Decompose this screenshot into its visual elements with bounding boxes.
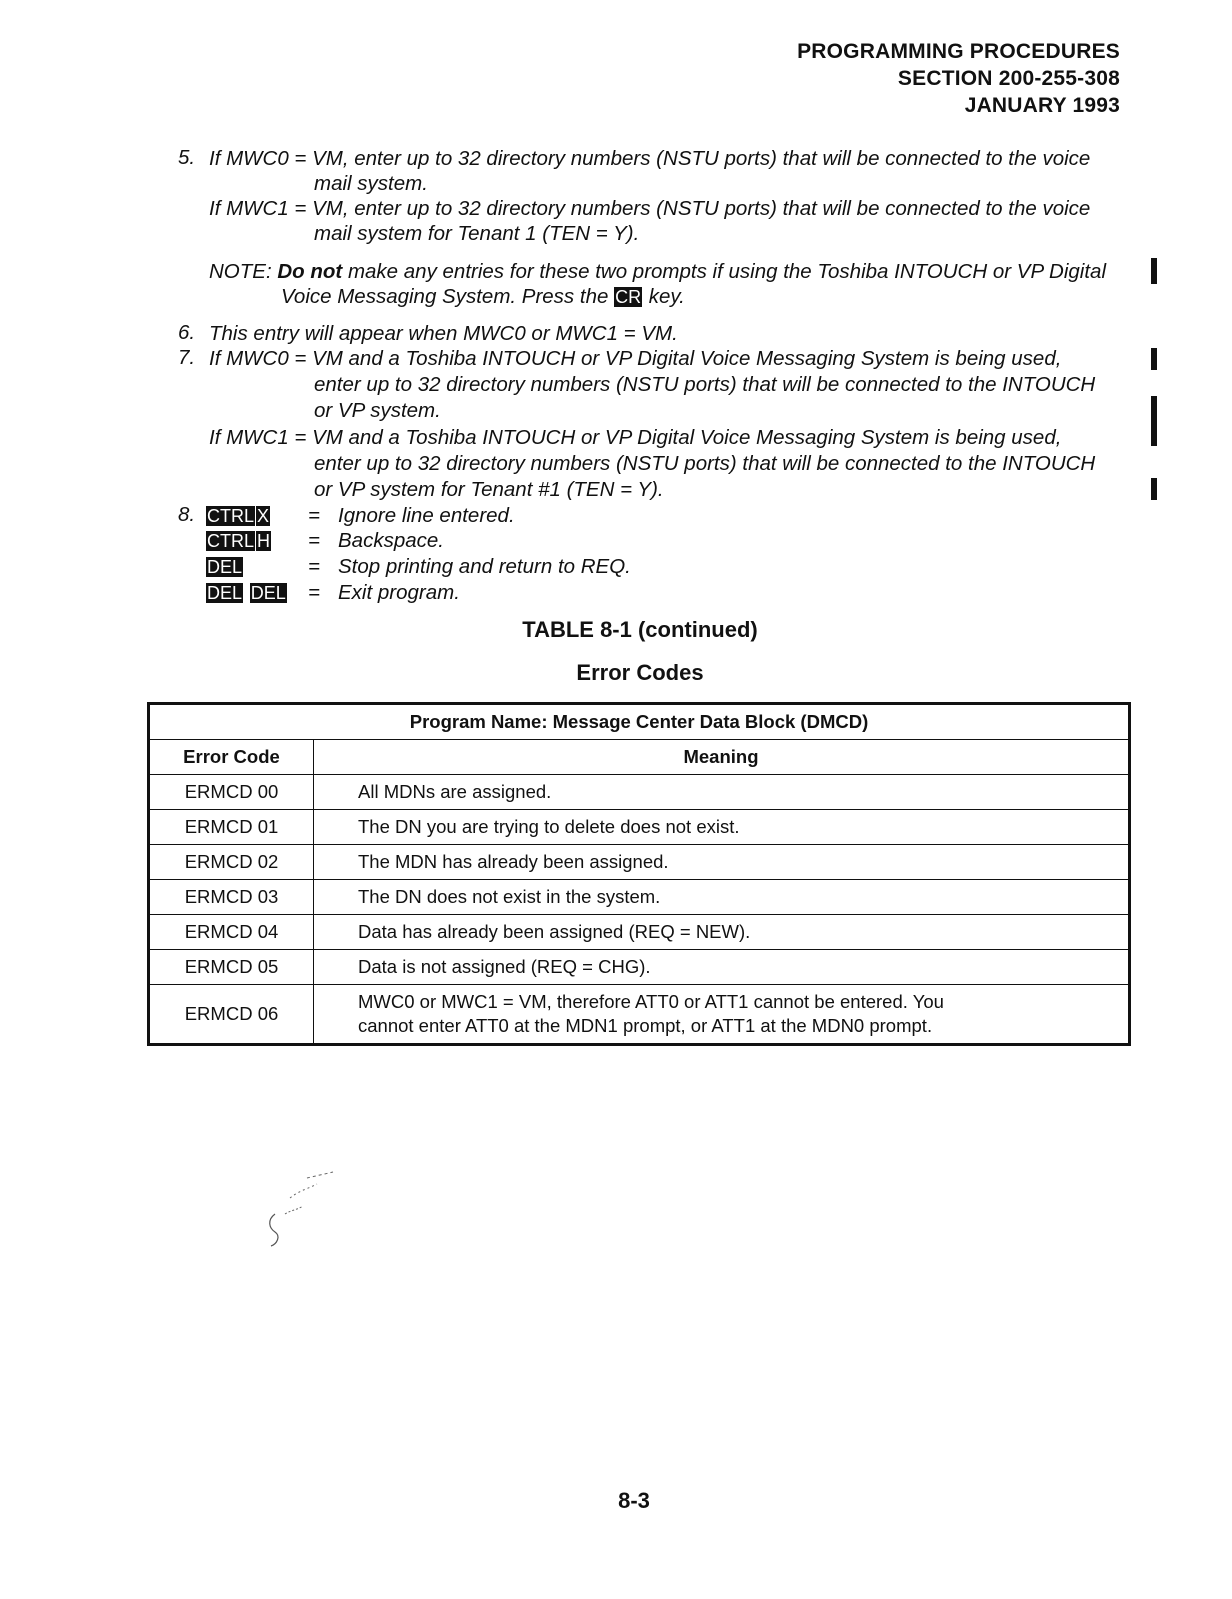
key-combo-row — [206, 503, 271, 528]
note-text: or VP system. — [314, 399, 441, 422]
note-text: mail system for Tenant 1 (TEN = Y). — [314, 222, 640, 245]
cr-key: CR — [615, 287, 642, 307]
error-meaning: Data has already been assigned (REQ = NEW). — [314, 915, 1130, 950]
equals-sign: = — [308, 504, 320, 527]
error-meaning: The MDN has already been assigned. — [314, 845, 1130, 880]
key-combo-row — [206, 580, 288, 605]
page-header — [797, 38, 1120, 119]
column-header-code: Error Code — [149, 740, 314, 775]
error-code: ERMCD 03 — [149, 880, 314, 915]
error-meaning: The DN does not exist in the system. — [314, 880, 1130, 915]
table-row — [149, 915, 1130, 950]
key-description: Exit program. — [338, 581, 460, 604]
key-description: Ignore line entered. — [338, 504, 515, 527]
note-emphasis: Do not — [277, 260, 343, 283]
table-row — [149, 880, 1130, 915]
error-code: ERMCD 02 — [149, 845, 314, 880]
equals-sign: = — [308, 555, 320, 578]
table-title: Program Name: Message Center Data Block (DMCD) — [149, 704, 1130, 740]
change-bar — [1151, 348, 1157, 370]
note-text: If MWC0 = VM and a Toshiba INTOUCH or VP Digital Voice Messaging System is being used, — [209, 347, 1062, 370]
x-key: X — [257, 506, 270, 526]
error-meaning: The DN you are trying to delete does not exist. — [314, 810, 1130, 845]
change-bar — [1151, 396, 1157, 446]
table-row — [149, 985, 1130, 1045]
error-code: ERMCD 04 — [149, 915, 314, 950]
equals-sign: = — [308, 529, 320, 552]
error-meaning-line: cannot enter ATT0 at the MDN1 prompt, or ATT1 at the MDN0 prompt. — [358, 1015, 933, 1036]
note-text: mail system. — [314, 172, 428, 195]
note-text: enter up to 32 directory numbers (NSTU ports) that will be connected to the INTOUCH — [314, 373, 1096, 396]
header-date: JANUARY 1993 — [964, 94, 1120, 117]
note-number: 6. — [178, 321, 196, 344]
error-code: ERMCD 01 — [149, 810, 314, 845]
key-combo-row — [206, 528, 272, 553]
error-codes-table — [147, 702, 1131, 1046]
note-text: Voice Messaging System. Press the — [281, 285, 615, 308]
page-number: 8-3 — [618, 1488, 650, 1513]
table-row — [149, 845, 1130, 880]
table-row — [149, 950, 1130, 985]
key-combo-row — [206, 554, 244, 579]
del-key: DEL — [207, 583, 243, 603]
note-number: 5. — [178, 146, 196, 169]
change-bar — [1151, 258, 1157, 284]
note-text: If MWC1 = VM and a Toshiba INTOUCH or VP Digital Voice Messaging System is being used, — [209, 426, 1062, 449]
note-rest: make any entries for these two prompts if using the Toshiba INTOUCH or VP Digital — [342, 260, 1107, 283]
del-key: DEL — [207, 557, 243, 577]
h-key: H — [257, 531, 271, 551]
error-code: ERMCD 00 — [149, 775, 314, 810]
error-code: ERMCD 05 — [149, 950, 314, 985]
equals-sign: = — [308, 581, 320, 604]
note-text: If MWC0 = VM, enter up to 32 directory numbers (NSTU ports) that will be connected to the voice — [209, 147, 1091, 170]
table-caption: TABLE 8-1 (continued) — [522, 617, 758, 642]
table-row — [149, 775, 1130, 810]
note-text: or VP system for Tenant #1 (TEN = Y). — [314, 478, 664, 501]
del-key: DEL — [250, 583, 286, 603]
header-title: PROGRAMMING PROCEDURES — [797, 40, 1120, 63]
key-description: Backspace. — [338, 529, 444, 552]
error-code: ERMCD 06 — [149, 985, 314, 1045]
table-subcaption: Error Codes — [576, 660, 704, 685]
note-text: enter up to 32 directory numbers (NSTU ports) that will be connected to the INTOUCH — [314, 452, 1096, 475]
note-caution — [209, 259, 1106, 284]
note-caution-line2 — [281, 284, 685, 309]
header-section: SECTION 200-255-308 — [897, 67, 1120, 90]
note-prefix: NOTE: — [209, 260, 278, 283]
note-text: key. — [643, 285, 685, 308]
column-header-meaning: Meaning — [314, 740, 1130, 775]
note-text: This entry will appear when MWC0 or MWC1 = VM. — [209, 322, 678, 345]
error-meaning-line: MWC0 or MWC1 = VM, therefore ATT0 or ATT1 cannot be entered. You — [358, 991, 944, 1012]
table-row — [149, 810, 1130, 845]
note-text: If MWC1 = VM, enter up to 32 directory numbers (NSTU ports) that will be connected to the voice — [209, 197, 1091, 220]
note-number: 8. — [178, 503, 196, 526]
error-meaning — [314, 985, 1130, 1045]
ctrl-key: CTRL — [207, 531, 255, 551]
ctrl-key: CTRL — [207, 506, 255, 526]
note-number: 7. — [178, 346, 196, 369]
change-bar — [1151, 478, 1157, 500]
handwritten-mark — [255, 1170, 345, 1250]
error-meaning: Data is not assigned (REQ = CHG). — [314, 950, 1130, 985]
key-description: Stop printing and return to REQ. — [338, 555, 631, 578]
error-meaning: All MDNs are assigned. — [314, 775, 1130, 810]
